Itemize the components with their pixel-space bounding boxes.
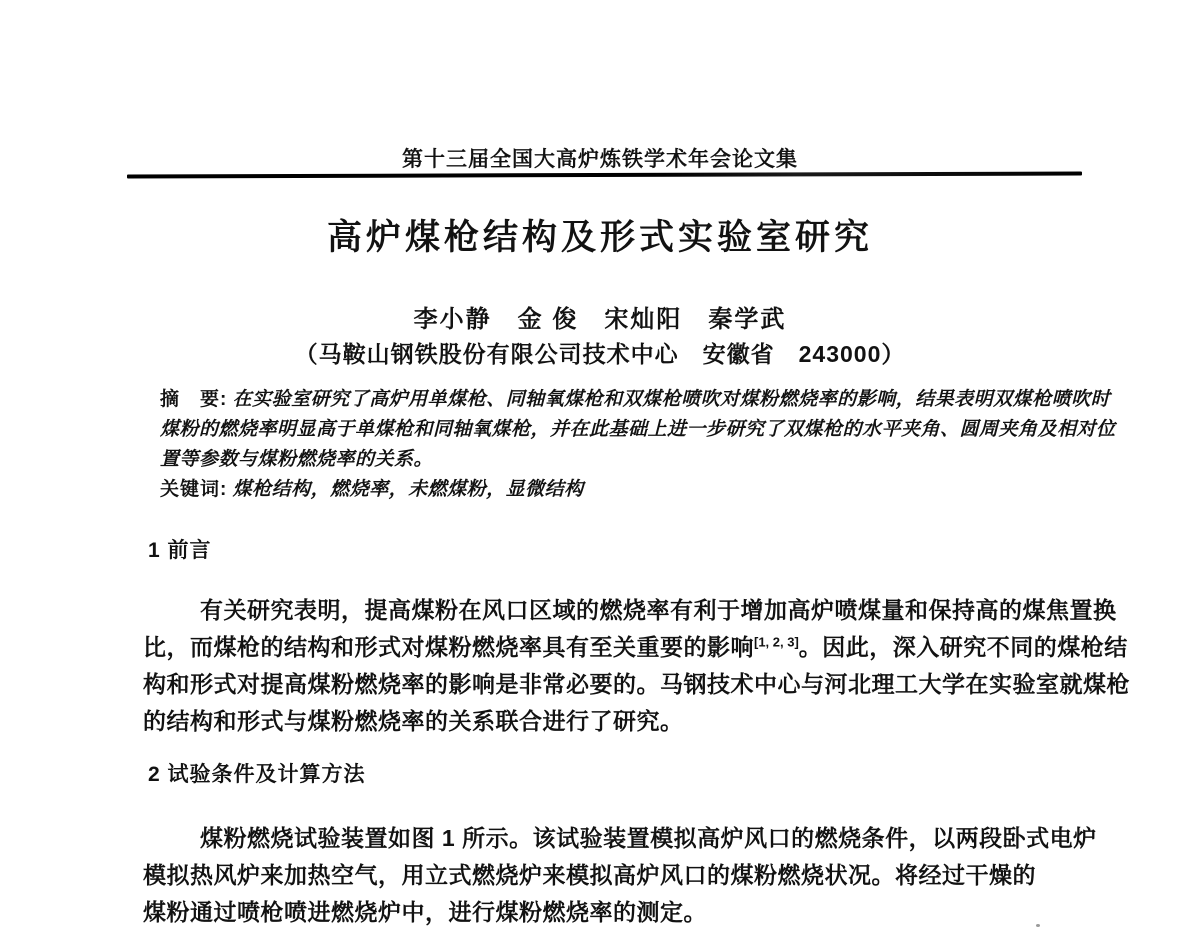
paragraph-text: 比，而煤枪的结构和形式对煤粉燃烧率具有至关重要的影响 xyxy=(143,634,754,660)
section-2-paragraph xyxy=(143,820,1097,931)
proceedings-header: 第十三届全国大高炉炼铁学术年会论文集 xyxy=(402,148,798,171)
paragraph-line: 有关研究表明，提高煤粉在风口区域的燃烧率有利于增加高炉喷煤量和保持高的煤焦置换 xyxy=(200,597,1117,623)
paper-title: 高炉煤枪结构及形式实验室研究 xyxy=(326,218,873,257)
paragraph-text: 。因此，深入研究不同的煤枪结 xyxy=(798,634,1128,660)
abstract-text-3: 置等参数与煤粉燃烧率的关系。 xyxy=(160,449,434,470)
scan-noise-speck xyxy=(1036,924,1040,927)
paragraph-line: 煤粉燃烧试验装置如图 1 所示。该试验装置模拟高炉风口的燃烧条件，以两段卧式电炉 xyxy=(200,825,1097,851)
abstract-text-2: 煤粉的燃烧率明显高于单煤枪和同轴氧煤枪，并在此基础上进一步研究了双煤枪的水平夹角、圆周夹角及相对位 xyxy=(160,419,1116,440)
paragraph-line: 煤粉通过喷枪喷进燃烧炉中，进行煤粉燃烧率的测定。 xyxy=(143,899,707,925)
citation-reference: [1, 2, 3] xyxy=(754,634,799,650)
section-1-paragraph xyxy=(143,592,1130,740)
paragraph-line: 的结构和形式与煤粉燃烧率的关系联合进行了研究。 xyxy=(143,708,684,734)
authors-line: 李小静 金 俊 宋灿阳 秦学武 xyxy=(413,306,787,333)
paragraph-line: 模拟热风炉来加热空气，用立式燃烧炉来模拟高炉风口的煤粉燃烧状况。将经过干燥的 xyxy=(143,862,1036,888)
abstract-line-1 xyxy=(160,385,1111,415)
paragraph-line: 构和形式对提高煤粉燃烧率的影响是非常必要的。马钢技术中心与河北理工大学在实验室就煤枪 xyxy=(143,671,1130,697)
affiliation-line: （马鞍山钢铁股份有限公司技术中心 安徽省 243000） xyxy=(294,341,906,367)
section-1-heading: 1 前言 xyxy=(148,539,212,562)
abstract-text-1: 在实验室研究了高炉用单煤枪、同轴氧煤枪和双煤枪喷吹对煤粉燃烧率的影响，结果表明双煤枪喷吹时 xyxy=(232,389,1111,410)
section-2-heading: 2 试验条件及计算方法 xyxy=(148,763,366,786)
keywords-text: 煤枪结构，燃烧率，未燃煤粉，显微结构 xyxy=(232,479,584,500)
keywords-line xyxy=(160,475,1090,505)
keywords-label: 关键词: xyxy=(160,479,228,500)
abstract-label: 摘 要: xyxy=(160,389,228,410)
abstract-block xyxy=(160,385,1116,505)
paragraph-line xyxy=(143,629,1128,666)
